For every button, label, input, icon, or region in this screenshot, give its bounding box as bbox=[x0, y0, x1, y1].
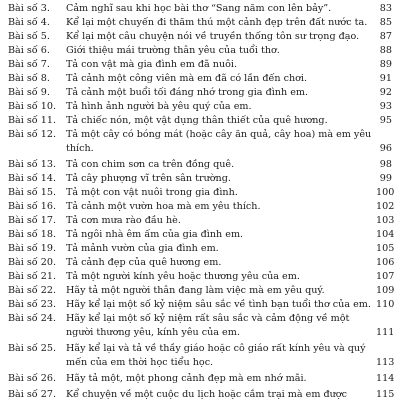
toc-entry-title: Tả cảnh một vườn hoa mà em yêu thích. bbox=[66, 201, 261, 212]
toc-entry-title: Tả hình ảnh người bà yêu quý của em. bbox=[66, 101, 252, 112]
toc-entry-page: 100 bbox=[376, 187, 395, 198]
toc-entry-title: Hãy kể lại một số kỷ niệm rất sâu sắc và cảm động về một người thương yêu, kính yêu của em. bbox=[66, 313, 350, 338]
toc-entry bbox=[0, 298, 400, 312]
toc-entry bbox=[0, 270, 400, 284]
toc-entry-title: Hãy kể lại một số kỷ niệm sâu sắc về tình bạn tuổi thơ của em. bbox=[66, 299, 371, 310]
toc-entry-title: Tả chiếc nón, một vật dụng thân thiết của quê hương. bbox=[66, 115, 328, 126]
toc-entry-title: Tả con chim sơn ca trên đồng quê. bbox=[66, 159, 235, 170]
toc-entry-number: Bài số 24. bbox=[8, 313, 56, 324]
toc-entry-number: Bài số 12. bbox=[8, 129, 56, 140]
toc-entry bbox=[0, 372, 400, 386]
toc-entry bbox=[0, 172, 400, 186]
toc-entry bbox=[0, 342, 400, 370]
toc-entry bbox=[0, 312, 400, 340]
toc-entry-number: Bài số 6. bbox=[8, 45, 50, 56]
toc-entry-number: Bài số 5. bbox=[8, 31, 50, 42]
toc-entry-page: 98 bbox=[379, 159, 392, 170]
toc-entry-number: Bài số 8. bbox=[8, 73, 50, 84]
toc-entry-page: 103 bbox=[376, 215, 395, 226]
toc-entry-title: Tả cơn mưa rào đầu hè. bbox=[66, 215, 181, 226]
toc-entry-number: Bài số 20. bbox=[8, 257, 56, 268]
toc-entry bbox=[0, 2, 400, 16]
toc-entry bbox=[0, 284, 400, 298]
toc-entry-number: Bài số 13. bbox=[8, 159, 56, 170]
toc-entry-number: Bài số 26. bbox=[8, 373, 56, 384]
toc-entry bbox=[0, 200, 400, 214]
toc-entry-number: Bài số 25. bbox=[8, 343, 56, 354]
toc-entry-title: Tả một người kính yêu hoặc thương yêu của em. bbox=[66, 271, 300, 282]
toc-entry-page: 111 bbox=[376, 327, 395, 338]
toc-entry-page: 96 bbox=[379, 143, 392, 154]
toc-entry-page: 85 bbox=[379, 17, 392, 28]
toc-entry-number: Bài số 11. bbox=[8, 115, 56, 126]
toc-entry-page: 114 bbox=[376, 373, 395, 384]
toc-entry-number: Bài số 7. bbox=[8, 59, 50, 70]
toc-entry bbox=[0, 72, 400, 86]
toc-entry-title: Hãy tả một, một phong cảnh đẹp mà em nhớ mãi. bbox=[66, 373, 307, 384]
toc-entry-page: 89 bbox=[379, 59, 392, 70]
toc-entry bbox=[0, 16, 400, 30]
toc-entry-page: 115 bbox=[376, 389, 395, 400]
toc-entry-number: Bài số 27. bbox=[8, 389, 56, 400]
toc-entry bbox=[0, 30, 400, 44]
toc-entry-number: Bài số 3. bbox=[8, 3, 50, 14]
toc-entry bbox=[0, 114, 400, 128]
toc-entry-page: 95 bbox=[379, 115, 392, 126]
toc-entry-page: 99 bbox=[379, 173, 392, 184]
toc-entry-title: Hãy kể lại và tả về thầy giáo hoặc cô giáo rất kính yêu và quý mến của em thời học tiểu học. bbox=[66, 343, 366, 368]
toc-entry bbox=[0, 214, 400, 228]
toc-entry bbox=[0, 128, 400, 156]
toc-entry-title: Kể chuyện về một cuộc du lịch hoặc cắm trại mà em được bbox=[66, 389, 347, 400]
toc-entry-number: Bài số 9. bbox=[8, 87, 50, 98]
toc-entry-title: Giới thiệu mái trường thân yêu của tuổi thơ. bbox=[66, 45, 280, 56]
toc-entry-page: 91 bbox=[379, 73, 392, 84]
toc-entry-number: Bài số 15. bbox=[8, 187, 56, 198]
toc-entry bbox=[0, 44, 400, 58]
toc-entry bbox=[0, 228, 400, 242]
toc-entry-number: Bài số 18. bbox=[8, 229, 56, 240]
toc-entry-page: 105 bbox=[376, 243, 395, 254]
toc-entry bbox=[0, 58, 400, 72]
toc-entry-title: Tả cảnh một công viên mà em đã có lần đến chơi. bbox=[66, 73, 308, 84]
toc-entry-number: Bài số 21. bbox=[8, 271, 56, 282]
toc-entry-title: Tả một cây có bóng mát (hoặc cây ăn quả, cây hoa) mà em yêu thích. bbox=[66, 129, 372, 154]
toc-entry bbox=[0, 242, 400, 256]
toc-entry-title: Tả cảnh đẹp của quê hương em. bbox=[66, 257, 222, 268]
toc-entry-number: Bài số 22. bbox=[8, 285, 56, 296]
toc-entry-number: Bài số 17. bbox=[8, 215, 56, 226]
toc-entry bbox=[0, 86, 400, 100]
toc-entry-title: Hãy tả một người thân đang làm việc mà em yêu quý. bbox=[66, 285, 325, 296]
toc-entry-page: 109 bbox=[376, 285, 395, 296]
toc-entry-page: 92 bbox=[379, 87, 392, 98]
toc-entry-page: 87 bbox=[379, 31, 392, 42]
toc-entry-title: Kể lại một chuyến đi thăm thú một cảnh đẹp trên đất nước ta. bbox=[66, 17, 368, 28]
toc-entry-title: Tả cảnh một buổi tối đáng nhớ trong gia đình em. bbox=[66, 87, 309, 98]
toc-entry-title: Tả ngôi nhà êm ấm của gia đình em. bbox=[66, 229, 244, 240]
toc-entry-page: 83 bbox=[379, 3, 392, 14]
toc-entry-number: Bài số 23. bbox=[8, 299, 56, 310]
toc-entry-title: Kể lại một câu chuyện nói về truyền thống tôn sư trọng đạo. bbox=[66, 31, 360, 42]
toc-entry-number: Bài số 4. bbox=[8, 17, 50, 28]
toc-entry-page: 104 bbox=[376, 229, 395, 240]
toc-entry-page: 88 bbox=[379, 45, 392, 56]
toc-entry-page: 106 bbox=[376, 257, 395, 268]
toc-entry bbox=[0, 186, 400, 200]
toc-entry bbox=[0, 388, 400, 400]
toc-entry-title: Cảm nghĩ sau khi học bài thơ “Sang năm con lên bảy”. bbox=[66, 3, 332, 14]
toc-entry bbox=[0, 256, 400, 270]
toc-entry-title: Tả cây phượng vĩ trên sân trường. bbox=[66, 173, 231, 184]
toc-entry-page: 107 bbox=[376, 271, 395, 282]
toc-entry-number: Bài số 14. bbox=[8, 173, 56, 184]
toc-entry bbox=[0, 158, 400, 172]
toc-entry-page: 110 bbox=[376, 299, 395, 310]
toc-entry-title: Tả mảnh vườn của gia đình em. bbox=[66, 243, 219, 254]
toc-entry-page: 102 bbox=[376, 201, 395, 212]
toc-entry-page: 113 bbox=[376, 357, 395, 368]
toc-entry-page: 93 bbox=[379, 101, 392, 112]
toc-entry-title: Tả một con vật nuôi trong gia đình. bbox=[66, 187, 238, 198]
toc-entry-number: Bài số 10. bbox=[8, 101, 56, 112]
toc-entry-number: Bài số 16. bbox=[8, 201, 56, 212]
toc-entry-number: Bài số 19. bbox=[8, 243, 56, 254]
toc-entry-title: Tả con vật mà gia đình em đã nuôi. bbox=[66, 59, 238, 70]
toc-entry bbox=[0, 100, 400, 114]
